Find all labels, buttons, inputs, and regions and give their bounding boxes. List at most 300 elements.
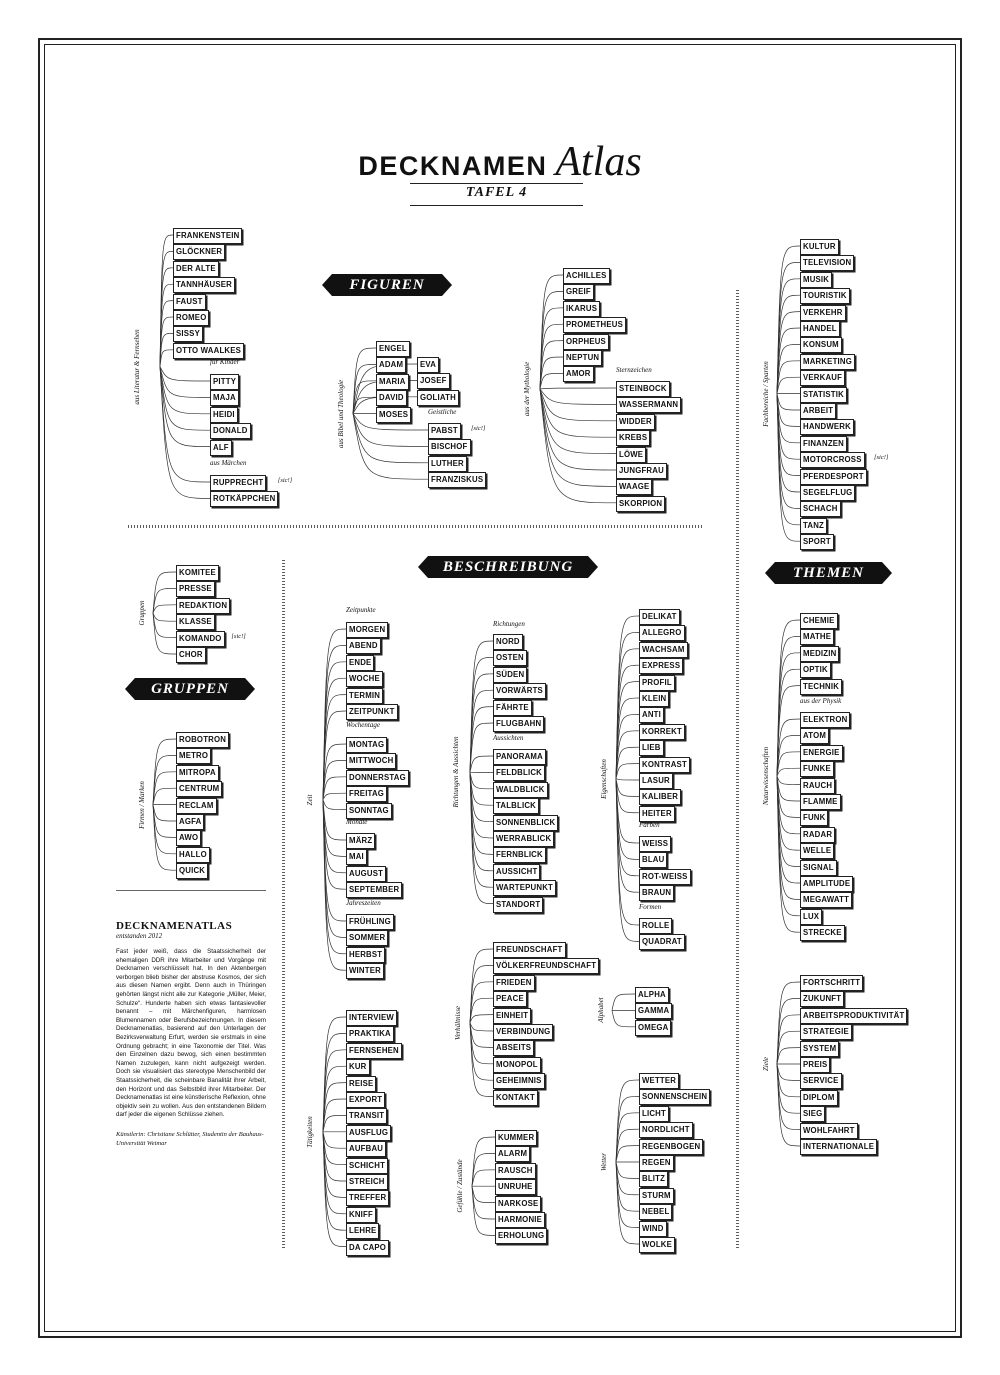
deckname-regen: REGEN (639, 1155, 674, 1171)
category-label-literatur: aus Literatur & Fernsehen (133, 329, 141, 405)
deckname-adam: ADAM (376, 357, 406, 373)
connector-line (153, 613, 176, 621)
deckname-funke: FUNKE (800, 761, 834, 777)
deckname-pferdesport: PFERDESPORT (800, 469, 867, 485)
deckname-klasse: KLASSE (176, 614, 215, 630)
deckname-winter: WINTER (346, 963, 384, 979)
deckname-motorcross: MOTORCROSS (800, 452, 865, 468)
deckname-tanz: TANZ (800, 518, 827, 534)
subcategory-label: Richtungen (493, 620, 525, 628)
deckname-segelflug: SEGELFLUG (800, 485, 855, 501)
sidebar-credit: Künstlerin: Christiane Schlütter, Studentin der Bauhaus-Universität Weimar (116, 1130, 264, 1147)
connector-line (616, 779, 639, 780)
deckname-amor: AMOR (563, 366, 594, 382)
title-word-atlas: Atlas (555, 139, 642, 185)
deckname-technik: TECHNIK (800, 679, 842, 695)
connector-line (540, 389, 616, 437)
connector-line (616, 714, 639, 778)
deckname-der-alte: DER ALTE (173, 261, 219, 277)
deckname-ausflug: AUSFLUG (346, 1125, 391, 1141)
connector-line (153, 588, 176, 613)
connector-line (153, 788, 176, 804)
connector-line (540, 324, 563, 389)
deckname-centrum: CENTRUM (176, 781, 222, 797)
deckname-weiss: WEISS (639, 836, 671, 852)
connector-line (470, 707, 493, 773)
deckname-klein: KLEIN (639, 691, 669, 707)
deckname-alf: ALF (210, 440, 232, 456)
deckname-wachsam: WACHSAM (639, 642, 688, 658)
subcategory-label: Zeitpunkte (346, 606, 376, 614)
deckname-donnerstag: DONNERSTAG (346, 770, 409, 786)
connector-line (323, 800, 346, 890)
connector-line (777, 394, 800, 410)
connector-line (777, 752, 800, 776)
deckname-service: SERVICE (800, 1073, 842, 1089)
deckname-optik: OPTIK (800, 662, 831, 678)
deckname-sonnenblick: SONNENBLICK (493, 815, 558, 831)
connector-line (777, 377, 800, 393)
deckname-marketing: MARKETING (800, 354, 855, 370)
deckname-export: EXPORT (346, 1092, 385, 1108)
deckname-braun: BRAUN (639, 885, 674, 901)
sic-note: [sic!] (277, 477, 293, 484)
deckname-abseits: ABSEITS (493, 1040, 534, 1056)
category-label-firmen: Firmen / Marken (138, 780, 146, 829)
deckname-wind: WIND (639, 1221, 667, 1237)
deckname-termin: TERMIN (346, 688, 383, 704)
deckname-kur: KUR (346, 1059, 370, 1075)
connector-line (323, 800, 346, 840)
deckname-musik: MUSIK (800, 272, 832, 288)
category-label-taetigkeiten: Tätigkeiten (306, 1116, 314, 1148)
deckname-awo: AWO (176, 830, 201, 846)
connector-line (353, 397, 376, 413)
deckname-greif: GREIF (563, 284, 594, 300)
category-label-zeit: Zeit (306, 794, 314, 806)
deckname-television: TELEVISION (800, 255, 854, 271)
subcategory-label: aus Märchen (210, 459, 247, 467)
deckname-zukunft: ZUKUNFT (800, 991, 844, 1007)
deckname-wassermann: WASSERMANN (616, 397, 681, 413)
deckname-maria: MARIA (376, 374, 409, 390)
connector-line (153, 613, 176, 638)
deckname-da-capo: DA CAPO (346, 1240, 389, 1256)
deckname-freundschaft: FREUNDSCHAFT (493, 942, 566, 958)
connector-line (472, 1186, 495, 1202)
deckname-agfa: AGFA (176, 814, 204, 830)
deckname-loewe: LÖWE (616, 447, 646, 463)
deckname-internationale: INTERNATIONALE (800, 1139, 877, 1155)
deckname-monopol: MONOPOL (493, 1057, 541, 1073)
connector-line (472, 1170, 495, 1186)
deckname-blitz: BLITZ (639, 1171, 668, 1187)
deckname-bischof: BISCHOF (428, 439, 471, 455)
deckname-transit: TRANSIT (346, 1108, 387, 1124)
deckname-handel: HANDEL (800, 321, 840, 337)
deckname-waage: WAAGE (616, 479, 652, 495)
deckname-sieg: SIEG (800, 1106, 825, 1122)
connector-line (777, 776, 800, 785)
connector-line (323, 793, 346, 799)
deckname-romeo: ROMEO (173, 310, 209, 326)
deckname-kummer: KUMMER (495, 1130, 537, 1146)
category-label-verhaeltnisse: Verhältnisse (454, 1005, 462, 1040)
deckname-panorama: PANORAMA (493, 749, 546, 765)
connector-line (540, 389, 616, 503)
deckname-nordlicht: NORDLICHT (639, 1122, 693, 1138)
deckname-mathe: MATHE (800, 629, 834, 645)
deckname-verkehr: VERKEHR (800, 305, 846, 321)
connector-line (160, 367, 210, 414)
deckname-heiter: HEITER (639, 806, 675, 822)
deckname-fernsehen: FERNSEHEN (346, 1043, 402, 1059)
deckname-arbeit: ARBEIT (800, 403, 836, 419)
deckname-august: AUGUST (346, 866, 386, 882)
deckname-franziskus: FRANZISKUS (428, 472, 486, 488)
deckname-steinbock: STEINBOCK (616, 381, 670, 397)
category-label-fach: Fachbereiche / Sparten (762, 360, 770, 427)
connector-line (777, 776, 800, 801)
deckname-frankenstein: FRANKENSTEIN (173, 228, 242, 244)
deckname-faust: FAUST (173, 294, 206, 310)
deckname-vorwaerts: VORWÄRTS (493, 683, 546, 699)
banner-gruppen: GRUPPEN (135, 678, 245, 700)
connector-line (540, 389, 616, 470)
deckname-eva: EVA (417, 357, 439, 373)
deckname-kontrast: KONTRAST (639, 757, 690, 773)
connector-line (153, 805, 176, 821)
deckname-donald: DONALD (210, 423, 251, 439)
deckname-orpheus: ORPHEUS (563, 334, 609, 350)
deckname-krebs: KREBS (616, 430, 650, 446)
deckname-rupprecht: RUPPRECHT (210, 475, 266, 491)
deckname-mitropa: MITROPA (176, 765, 219, 781)
deckname-wetter: WETTER (639, 1073, 679, 1089)
deckname-megawatt: MEGAWATT (800, 892, 852, 908)
deckname-david: DAVID (376, 390, 407, 406)
deckname-tannhaeuser: TANNHÄUSER (173, 277, 235, 293)
deckname-robotron: ROBOTRON (176, 732, 229, 748)
connector-line (616, 764, 639, 779)
category-label-natur: Naturwissenschaften (762, 746, 770, 806)
deckname-skorpion: SKORPION (616, 496, 665, 512)
connector-line (540, 357, 563, 389)
deckname-voelkerfreundschaft: VÖLKERFREUNDSCHAFT (493, 958, 599, 974)
deckname-omega: OMEGA (635, 1020, 671, 1036)
deckname-sonnenschein: SONNENSCHEIN (639, 1089, 710, 1105)
deckname-harmonie: HARMONIE (495, 1212, 545, 1228)
deckname-mai: MAI (346, 849, 367, 865)
deckname-hallo: HALLO (176, 847, 210, 863)
connector-line (616, 779, 639, 843)
deckname-elektron: ELEKTRON (800, 712, 850, 728)
title-word-decknamen: DECKNAMEN (358, 151, 548, 181)
deckname-lieb: LIEB (639, 740, 664, 756)
deckname-preis: PREIS (800, 1057, 830, 1073)
deckname-schach: SCHACH (800, 501, 841, 517)
deckname-treffer: TREFFER (346, 1190, 389, 1206)
deckname-ende: ENDE (346, 655, 374, 671)
connector-line (470, 949, 493, 1023)
deckname-morgen: MORGEN (346, 622, 388, 638)
deckname-schicht: SCHICHT (346, 1158, 388, 1174)
connector-line (470, 756, 493, 772)
deckname-goliath: GOLIATH (417, 390, 459, 406)
deckname-verbindung: VERBINDUNG (493, 1024, 553, 1040)
deckname-rot-weiss: ROT-WEISS (639, 869, 691, 885)
sic-note: [sic!] (874, 454, 889, 462)
category-label-wetter: Wetter (600, 1152, 608, 1172)
deckname-woche: WOCHE (346, 671, 383, 687)
connector-line (470, 772, 493, 789)
deckname-licht: LICHT (639, 1106, 669, 1122)
subcategory-label: Formen (639, 903, 662, 911)
deckname-strecke: STRECKE (800, 925, 845, 941)
deckname-korrekt: KORREKT (639, 724, 685, 740)
deckname-allegro: ALLEGRO (639, 625, 685, 641)
connector-line (160, 367, 210, 381)
sidebar-heading: DECKNAMENATLAS (116, 920, 233, 932)
deckname-lasur: LASUR (639, 773, 673, 789)
deckname-flamme: FLAMME (800, 794, 841, 810)
connector-line (616, 1146, 639, 1162)
deckname-september: SEPTEMBER (346, 882, 402, 898)
deckname-faehrte: FÄHRTE (493, 700, 532, 716)
connector-line (540, 389, 616, 454)
deckname-system: SYSTEM (800, 1041, 839, 1057)
deckname-geheimnis: GEHEIMNIS (493, 1073, 545, 1089)
subcategory-label: Monate (346, 818, 368, 826)
deckname-presse: PRESSE (176, 581, 215, 597)
deckname-aufbau: AUFBAU (346, 1141, 386, 1157)
deckname-komando: KOMANDO (176, 631, 225, 647)
deckname-unruhe: UNRUHE (495, 1179, 536, 1195)
deckname-gamma: GAMMA (635, 1003, 672, 1019)
deckname-standort: STANDORT (493, 897, 543, 913)
category-label-richtungen: Richtungen & Aussichten (452, 736, 460, 808)
deckname-herbst: HERBST (346, 947, 385, 963)
category-label-gruppen: Gruppen (138, 600, 146, 626)
deckname-wolke: WOLKE (639, 1237, 675, 1253)
connector-line (612, 1010, 635, 1026)
deckname-fruehling: FRÜHLING (346, 914, 394, 930)
category-label-ziele: Ziele (762, 1057, 770, 1071)
deckname-radar: RADAR (800, 827, 835, 843)
deckname-chemie: CHEMIE (800, 613, 838, 629)
deckname-nord: NORD (493, 634, 523, 650)
deckname-zeitpunkt: ZEITPUNKT (346, 704, 398, 720)
connector-line (323, 800, 346, 873)
connector-line (470, 1015, 493, 1023)
deckname-anti: ANTI (639, 707, 664, 723)
deckname-otto-waalkes: OTTO WAALKES (173, 343, 244, 359)
deckname-heidi: HEIDI (210, 407, 238, 423)
deckname-reise: REISE (346, 1076, 376, 1092)
connector-line (160, 367, 210, 447)
deckname-erholung: ERHOLUNG (495, 1228, 547, 1244)
connector-line (323, 1115, 346, 1131)
sic-note: [sic!] (471, 425, 486, 432)
deckname-quick: QUICK (176, 863, 208, 879)
deckname-kniff: KNIFF (346, 1207, 376, 1223)
deckname-sonntag: SONNTAG (346, 803, 392, 819)
connector-line (616, 779, 639, 797)
connector-line (540, 389, 616, 421)
deckname-feldblick: FELDBLICK (493, 765, 545, 781)
deckname-diplom: DIPLOM (800, 1090, 838, 1106)
deckname-komitee: KOMITEE (176, 565, 219, 581)
deckname-touristik: TOURISTIK (800, 288, 850, 304)
deckname-fernblick: FERNBLICK (493, 847, 546, 863)
deckname-peace: PEACE (493, 991, 527, 1007)
subcategory-label: Sternzeichen (616, 366, 652, 374)
deckname-gloeckner: GLÖCKNER (173, 244, 225, 260)
deckname-einheit: EINHEIT (493, 1008, 531, 1024)
deckname-abend: ABEND (346, 638, 381, 654)
deckname-interview: INTERVIEW (346, 1010, 397, 1026)
connector-line (540, 373, 563, 389)
deckname-atom: ATOM (800, 728, 829, 744)
sidebar-subheading: entstanden 2012 (116, 932, 163, 940)
subcategory-label: Farben (639, 821, 660, 829)
deckname-redaktion: REDAKTION (176, 598, 230, 614)
deckname-waldblick: WALDBLICK (493, 782, 548, 798)
deckname-moses: MOSES (376, 407, 411, 423)
deckname-welle: WELLE (800, 843, 834, 859)
connector-line (777, 735, 800, 776)
deckname-montag: MONTAG (346, 737, 387, 753)
connector-line (470, 998, 493, 1023)
plate-label: TAFEL 4 (465, 185, 528, 200)
banner-figuren: FIGUREN (332, 274, 442, 296)
deckname-signal: SIGNAL (800, 860, 837, 876)
subcategory-label: Geistliche (428, 408, 457, 416)
connector-line (777, 768, 800, 776)
connector-line (540, 388, 616, 389)
deckname-sueden: SÜDEN (493, 667, 527, 683)
deckname-pitty: PITTY (210, 374, 239, 390)
connector-line (160, 367, 210, 499)
deckname-kontakt: KONTAKT (493, 1090, 538, 1106)
connector-line (323, 777, 346, 800)
deckname-maerz: MÄRZ (346, 833, 375, 849)
deckname-amplitude: AMPLITUDE (800, 876, 853, 892)
deckname-arbeitsproduktivitaet: ARBEITSPRODUKTIVITÄT (800, 1008, 907, 1024)
sidebar-body: Fast jeder weiß, dass die Staatssicherheit der ehemaligen DDR ihre Mitarbeiter und Vorgänge mit Decknamen verschlüsselt hat. In den Aktenbergen verborgen blieb bisher der abstruse Kosmos, der sich aus diesen Namen ergibt. Denn auch in Thüringen gehörten längst nicht alle zur Kategorie „Müller, Meier, Schulze“. Hunderte haben sich etwas fantasievoller benannt – mit Märchenfiguren, harmlosen Blumennamen oder Berufsbezeichnungen. In diesem Decknamenatlas, basierend auf den Unterlagen der Bezirksverwaltung Erfurt, werden sie erstmals in eine Ordnung gebracht; in eine Taxonomie der Titel. Was den Einzelnen dazu bewog, sich einen bestimmten Namen zuzulegen, kann nicht aufgezeigt werden. Doch sie visualisiert das stereotype Menschenbild der Staatssicherheit, die scheinbare Banalität ihrer Arbeit, den Horizont und das Selbstbild ihrer Mitarbeiter. Der Decknamenatlas ist eine künstlerische Reflexion, ohne objektiv sein zu wollen. Aus den entstandenen Bildern darf jeder die eigenen Schlüsse ziehen. (116, 948, 266, 1119)
deckname-freitag: FREITAG (346, 786, 387, 802)
deckname-medizin: MEDIZIN (800, 646, 839, 662)
deckname-rausch: RAUSCH (495, 1163, 536, 1179)
deckname-kaliber: KALIBER (639, 789, 681, 805)
deckname-statistik: STATISTIK (800, 387, 847, 403)
deckname-maja: MAJA (210, 390, 239, 406)
category-label-bibel: aus Bibel und Theologie (337, 379, 345, 448)
deckname-nebel: NEBEL (639, 1204, 672, 1220)
category-label-alphabet: Alphabet (597, 997, 605, 1024)
deckname-engel: ENGEL (376, 341, 410, 357)
deckname-rauch: RAUCH (800, 778, 835, 794)
deckname-josef: JOSEF (417, 373, 450, 389)
deckname-mittwoch: MITTWOCH (346, 753, 396, 769)
deckname-lux: LUX (800, 909, 822, 925)
connector-line (160, 350, 173, 367)
connector-line (612, 994, 635, 1010)
deckname-verkauf: VERKAUF (800, 370, 845, 386)
deckname-quadrat: QUADRAT (639, 934, 685, 950)
deckname-alarm: ALARM (495, 1146, 530, 1162)
connector-line (777, 1064, 800, 1080)
deckname-fortschritt: FORTSCHRITT (800, 975, 863, 991)
deckname-metro: METRO (176, 748, 211, 764)
deckname-blau: BLAU (639, 852, 667, 868)
deckname-handwerk: HANDWERK (800, 419, 854, 435)
deckname-jungfrau: JUNGFRAU (616, 463, 667, 479)
deckname-luther: LUTHER (428, 456, 467, 472)
deckname-chor: CHOR (176, 647, 206, 663)
deckname-frieden: FRIEDEN (493, 975, 535, 991)
connector-line (470, 1023, 493, 1031)
connector-line (153, 605, 176, 613)
deckname-wohlfahrt: WOHLFAHRT (800, 1123, 858, 1139)
connector-line (470, 723, 493, 772)
deckname-streich: STREICH (346, 1174, 388, 1190)
deckname-energie: ENERGIE (800, 745, 843, 761)
deckname-profil: PROFIL (639, 675, 675, 691)
deckname-widder: WIDDER (616, 414, 655, 430)
deckname-sommer: SOMMER (346, 930, 388, 946)
deckname-finanzen: FINANZEN (800, 436, 847, 452)
deckname-pabst: PABST (428, 423, 461, 439)
connector-line (540, 389, 616, 405)
deckname-regenbogen: REGENBOGEN (639, 1139, 703, 1155)
connector-line (160, 367, 210, 431)
category-label-mytho: aus der Mythologie (523, 361, 531, 417)
deckname-rolle: ROLLE (639, 918, 672, 934)
connector-line (323, 1132, 346, 1148)
deckname-sport: SPORT (800, 534, 834, 550)
deckname-strategie: STRATEGIE (800, 1024, 852, 1040)
banner-themen: THEMEN (775, 562, 882, 584)
deckname-neptun: NEPTUN (563, 350, 602, 366)
connector-line (470, 1023, 493, 1097)
category-label-gefuehle: Gefühle / Zustände (456, 1159, 464, 1213)
deckname-werrablick: WERRABLICK (493, 831, 554, 847)
deckname-alpha: ALPHA (635, 987, 669, 1003)
deckname-achilles: ACHILLES (563, 268, 610, 284)
subcategory-label: Aussichten (493, 734, 524, 742)
deckname-express: EXPRESS (639, 658, 683, 674)
deckname-delikat: DELIKAT (639, 609, 680, 625)
connector-line (470, 1023, 493, 1048)
connector-line (160, 367, 210, 398)
subcategory-label: Wochentage (346, 721, 380, 729)
deckname-funk: FUNK (800, 810, 828, 826)
subcategory-label: für Kinder (210, 358, 240, 366)
sic-note: [sic!] (231, 632, 246, 640)
banner-beschreibung: BESCHREIBUNG (428, 556, 588, 578)
connector-line (777, 1048, 800, 1064)
deckname-flugbahn: FLUGBAHN (493, 716, 544, 732)
deckname-sissy: SISSY (173, 326, 203, 342)
deckname-praktika: PRAKTIKA (346, 1026, 394, 1042)
deckname-wartepunkt: WARTEPUNKT (493, 880, 556, 896)
deckname-talblick: TALBLICK (493, 798, 539, 814)
connector-line (616, 1162, 639, 1178)
deckname-ikarus: IKARUS (563, 301, 600, 317)
deckname-sturm: STURM (639, 1188, 674, 1204)
deckname-reclam: RECLAM (176, 798, 217, 814)
